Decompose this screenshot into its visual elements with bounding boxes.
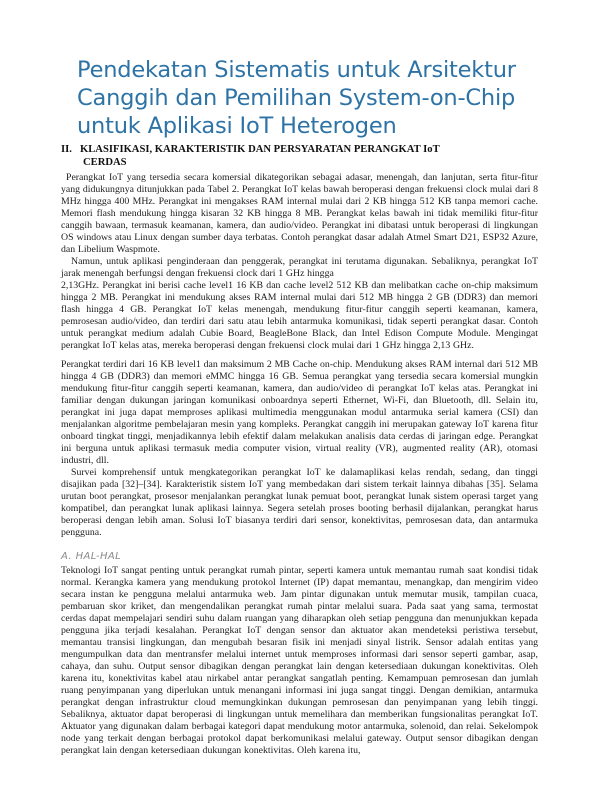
paragraph-smart-home: Teknologi IoT sangat penting untuk perangkat rumah pintar, seperti kamera untuk memantau rumah saat kondisi tidak normal. Kerangka kamera yang mendukung protokol Internet (IP) dapat memantau, menangkap, dan mengirim video secara instan ke pengguna melalui antarmuka web. Jam pintar digunakan untuk memutar musik, tampilan cuaca, pembaruan skor kriket, dan mengendalikan perangkat rumah pintar melalui suara. Pada saat yang sama, termostat cerdas dapat mempelajari sendiri suhu dalam ruangan yang diharapkan oleh setiap pengguna dan menunjukkan kepada pengguna jika terjadi kesalahan. Perangkat IoT dengan sensor dan aktuator akan mendeteksi peristiwa tersebut, memantau transisi lingkungan, dan mengubah besaran fisik ini menjadi sinyal listrik. Sensor adalah entitas yang mengumpulkan data dan mentransfer melalui internet untuk memproses informasi dari sensor seperti gambar, asap, cahaya, dan suhu. Output sensor dibagikan dengan perangkat lain dengan ketersediaan dukungan konektivitas. Oleh karena itu, konektivitas kabel atau nirkabel antar perangkat sangatlah penting. Kemampuan pemrosesan dan jumlah ruang penyimpanan yang diperlukan untuk menangani informasi ini juga sangat tinggi. Dengan demikian, antarmuka perangkat dengan infrastruktur cloud memungkinkan dukungan pemrosesan dan penyimpanan yang lebih tinggi. Sebaliknya, aktuator dapat beroperasi di lingkungan untuk memelihara dan memberikan fungsionalitas perangkat IoT. Aktuator yang digunakan dalam berbagai kategori dapat mendukung motor antarmuka, solenoid, dan relai. Sekelompok node yang terkait dengan berbagai protokol dapat berkomunikasi melalui gateway. Output sensor dibagikan dengan perangkat lain dengan ketersediaan dukungan konektivitas. Oleh karena itu,: [61, 565, 538, 756]
article-title-line-1: Pendekatan Sistematis untuk Arsitektur: [77, 57, 516, 83]
article-title-line-2: Canggih dan Pemilihan System-on-Chip: [77, 85, 516, 111]
paragraph-survey-boot: Survei komprehensif untuk mengkategorikan perangkat IoT ke dalamaplikasi kelas rendah, sedang, dan tinggi disajikan pada [32]–[34]. Karakteristik sistem IoT yang membedakan dari sistem terkait lainnya dibahas [35]. Selama urutan boot perangkat, prosesor menjalankan perangkat lunak pemuat boot, perangkat lunak sistem operasi target yang kompatibel, dan perangkat lunak aplikasi lainnya. Segera setelah proses booting berhasil dijalankan, perangkat harus beroperasi dengan lebih aman. Solusi IoT biasanya terdiri dari sensor, konektivitas, pemrosesan data, dan antarmuka pengguna.: [61, 467, 538, 538]
article-title-line-3: untuk Aplikasi IoT Heterogen: [77, 113, 397, 139]
section-heading: [61, 143, 538, 169]
section-number: II.: [61, 144, 72, 155]
paragraph-highend-devices: Perangkat terdiri dari 16 KB level1 dan maksimum 2 MB Cache on-chip. Mendukung akses RAM internal dari 512 MB hingga 4 GB (DDR3) dan memori eMMC hingga 16 GB. Semua perangkat yang tersedia secara komersial mungkin mendukung fitur-fitur canggih seperti keamanan, kamera, dan audio/video di perangkat IoT kelas atas. Perangkat ini familiar dengan dukungan jaringan komunikasi onboardnya seperti Ethernet, Wi-Fi, dan Bluetooth, dll. Selain itu, perangkat ini juga dapat memproses aplikasi multimedia menggunakan modul antarmuka serial kamera (CSI) dan menjalankan algoritme pembelajaran mesin yang kompleks. Perangkat canggih ini merupakan gateway IoT karena fitur onboard tingkat tinggi, menjadikannya lebih efektif dalam melakukan analisis data cerdas di jaringan edge. Perangkat ini berguna untuk aplikasi termasuk media computer vision, virtual reality (VR), augmented reality (AR), otomasi industri, dll.: [61, 359, 538, 466]
subsection-heading: A. HAL-HAL: [61, 551, 122, 562]
paragraph-midrange-intro: Namun, untuk aplikasi penginderaan dan penggerak, perangkat ini terutama digunakan. Sebaliknya, perangkat IoT jarak menengah berfungsi dengan frekuensi clock dari 1 GHz hingga: [61, 256, 538, 279]
paragraph-midrange-continued: 2,13GHz. Perangkat ini berisi cache level1 16 KB dan cache level2 512 KB dan melibatkan cache on-chip maksimum hingga 2 MB. Perangkat ini mendukung akses RAM internal mulai dari 512 MB hingga 2 GB (DDR3) dan memori flash hingga 4 GB. Perangkat IoT kelas menengah, mendukung fitur-fitur canggih seperti keamanan, kamera, pemrosesan audio/video, dan terdiri dari satu atau lebih antarmuka komunikasi, tidak seperti perangkat dasar. Contoh untuk perangkat medium adalah Cubie Board, BeagleBone Black, dan Intel Edison Compute Module. Mengingat perangkat IoT kelas atas, mereka beroperasi dengan frekuensi clock mulai dari 1 GHz hingga 2,13 GHz.: [61, 280, 538, 351]
section-heading-line-2: CERDAS: [83, 157, 127, 168]
article-title: [77, 56, 538, 140]
section-heading-line-1: KLASIFIKASI, KARAKTERISTIK DAN PERSYARATAN PERANGKAT IoT: [80, 144, 440, 155]
paragraph-device-classes: Perangkat IoT yang tersedia secara komersial dikategorikan sebagai adasar, menengah, dan lanjutan, serta fitur-fitur yang didukungnya ditunjukkan pada Tabel 2. Perangkat IoT kelas bawah beroperasi dengan frekuensi clock mulai dari 8 MHz hingga 400 MHz. Perangkat ini mengakses RAM internal mulai dari 2 KB hingga 512 KB tanpa memori cache. Memori flash mendukung hingga kisaran 32 KB hingga 8 MB. Perangkat kelas bawah ini tidak memiliki fitur-fitur canggih bawaan, termasuk keamanan, kamera, dan audio/video. Perangkat ini dibatasi untuk beroperasi di lingkungan OS windows atau Linux dengan sumber daya terbatas. Contoh perangkat dasar adalah Atmel Smart D21, ESP32 Azure, dan Libelium Waspmote.: [61, 172, 538, 255]
